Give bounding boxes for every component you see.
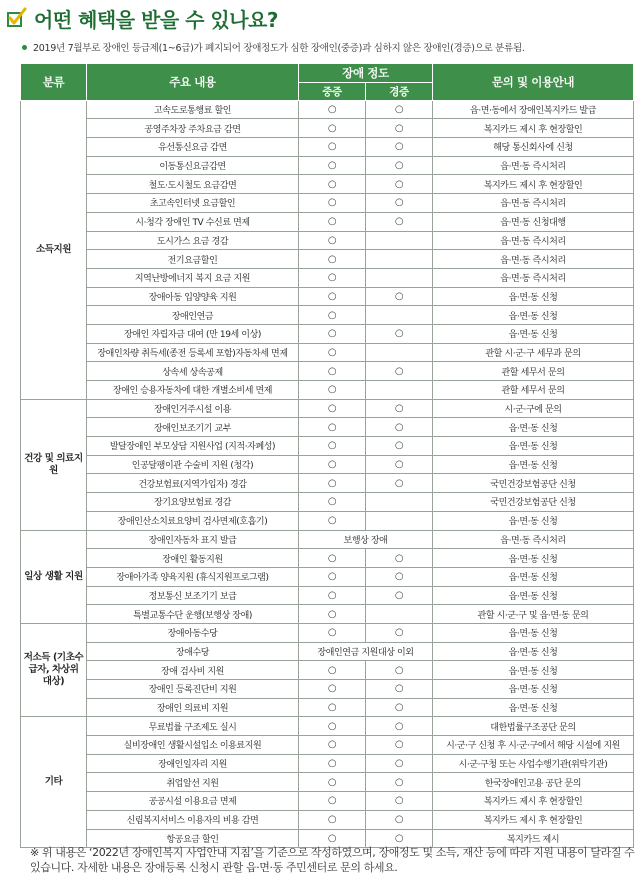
severe-cell: ○ bbox=[299, 567, 366, 586]
table-row bbox=[21, 175, 634, 194]
severe-cell: ○ bbox=[299, 324, 366, 343]
table-row bbox=[21, 138, 634, 157]
severe-cell: ○ bbox=[299, 792, 366, 811]
inquiry-cell: 읍·면·동 신청 bbox=[433, 680, 634, 699]
table-row bbox=[21, 250, 634, 269]
mild-cell: ○ bbox=[366, 418, 433, 437]
mild-cell: ○ bbox=[366, 474, 433, 493]
severe-cell: ○ bbox=[299, 754, 366, 773]
severe-cell: ○ bbox=[299, 511, 366, 530]
content-cell: 장애인 의료비 지원 bbox=[87, 698, 299, 717]
inquiry-cell: 시·군·구청 또는 사업수행기관(위탁기관) bbox=[433, 754, 634, 773]
content-cell: 장애인연금 bbox=[87, 306, 299, 325]
content-cell: 장애아동수당 bbox=[87, 623, 299, 642]
table-row bbox=[21, 324, 634, 343]
inquiry-cell: 읍·면·동 신청 bbox=[433, 642, 634, 661]
inquiry-cell: 읍·면·동 신청 bbox=[433, 623, 634, 642]
content-cell: 장애아가족 양육지원 (휴식지원프로그램) bbox=[87, 567, 299, 586]
content-cell: 장애인보조기기 교부 bbox=[87, 418, 299, 437]
content-cell: 장애인산소치료요양비 검사면제(호흡기) bbox=[87, 511, 299, 530]
mild-cell: ○ bbox=[366, 437, 433, 456]
header-category: 분류 bbox=[21, 64, 87, 101]
severe-cell: ○ bbox=[299, 829, 366, 848]
mild-cell: ○ bbox=[366, 623, 433, 642]
header-content: 주요 내용 bbox=[87, 64, 299, 101]
table-row bbox=[21, 231, 634, 250]
content-cell: 장애인 자립자금 대여 (만 19세 이상) bbox=[87, 324, 299, 343]
mild-cell: ○ bbox=[366, 717, 433, 736]
content-cell: 지역난방에너지 복지 요금 지원 bbox=[87, 268, 299, 287]
content-cell: 정보통신 보조기기 보급 bbox=[87, 586, 299, 605]
table-row bbox=[21, 437, 634, 456]
inquiry-cell: 복지카드 제시 후 현장할인 bbox=[433, 175, 634, 194]
content-cell: 특별교통수단 운행(보행상 장애) bbox=[87, 605, 299, 624]
inquiry-cell: 읍·면·동 신청 bbox=[433, 698, 634, 717]
mild-cell: ○ bbox=[366, 324, 433, 343]
mild-cell: ○ bbox=[366, 100, 433, 119]
severe-cell: ○ bbox=[299, 231, 366, 250]
table-row bbox=[21, 642, 634, 661]
page-title: 어떤 혜택을 받을 수 있나요? bbox=[34, 7, 278, 32]
mild-cell: ○ bbox=[366, 362, 433, 381]
content-cell: 전기요금할인 bbox=[87, 250, 299, 269]
severe-cell: ○ bbox=[299, 381, 366, 400]
severe-cell: ○ bbox=[299, 698, 366, 717]
mild-cell: ○ bbox=[366, 138, 433, 157]
content-cell: 장애인 활동지원 bbox=[87, 549, 299, 568]
severe-cell: ○ bbox=[299, 100, 366, 119]
mild-cell: ○ bbox=[366, 754, 433, 773]
category-cell: 일상 생활 지원 bbox=[21, 530, 87, 623]
inquiry-cell: 읍·면·동 신청 bbox=[433, 287, 634, 306]
inquiry-cell: 읍·면·동 신청 bbox=[433, 418, 634, 437]
table-row bbox=[21, 287, 634, 306]
table-row bbox=[21, 474, 634, 493]
subtitle bbox=[22, 40, 525, 54]
inquiry-cell: 읍·면·동 즉시처리 bbox=[433, 194, 634, 213]
inquiry-cell: 복지카드 제시 후 현장할인 bbox=[433, 792, 634, 811]
severe-cell: ○ bbox=[299, 212, 366, 231]
inquiry-cell: 읍·면·동 즉시처리 bbox=[433, 250, 634, 269]
mild-cell: ○ bbox=[366, 455, 433, 474]
inquiry-cell: 읍·면·동 즉시처리 bbox=[433, 268, 634, 287]
mild-cell: ○ bbox=[366, 119, 433, 138]
inquiry-cell: 대한법률구조공단 문의 bbox=[433, 717, 634, 736]
table-row bbox=[21, 399, 634, 418]
subtitle-text: 2019년 7월부로 장애인 등급제(1~6급)가 폐지되어 장애정도가 심한 장애인(중증)과 심하지 않은 장애인(경증)으로 분류됨. bbox=[33, 43, 525, 54]
mild-cell bbox=[366, 250, 433, 269]
table-row bbox=[21, 530, 634, 549]
severe-cell: ○ bbox=[299, 586, 366, 605]
severe-cell: ○ bbox=[299, 306, 366, 325]
content-cell: 건강보험료(지역가입자) 경감 bbox=[87, 474, 299, 493]
severe-cell: ○ bbox=[299, 474, 366, 493]
table-row bbox=[21, 268, 634, 287]
category-cell: 저소득 (기초수급자, 차상위 대상) bbox=[21, 623, 87, 716]
table-row bbox=[21, 119, 634, 138]
table-row bbox=[21, 736, 634, 755]
severe-cell: ○ bbox=[299, 736, 366, 755]
mild-cell: ○ bbox=[366, 736, 433, 755]
table-row bbox=[21, 306, 634, 325]
bullet-dot-icon bbox=[22, 45, 27, 50]
table-row bbox=[21, 212, 634, 231]
table-row bbox=[21, 362, 634, 381]
inquiry-cell: 읍·면·동 즉시처리 bbox=[433, 231, 634, 250]
severe-cell: ○ bbox=[299, 549, 366, 568]
table-row bbox=[21, 156, 634, 175]
mild-cell bbox=[366, 381, 433, 400]
benefits-table bbox=[20, 63, 634, 848]
severe-cell: ○ bbox=[299, 437, 366, 456]
severe-cell: ○ bbox=[299, 605, 366, 624]
severe-cell: ○ bbox=[299, 343, 366, 362]
inquiry-cell: 복지카드 제시 후 현장할인 bbox=[433, 119, 634, 138]
mild-cell bbox=[366, 605, 433, 624]
inquiry-cell: 관할 세무서 문의 bbox=[433, 381, 634, 400]
content-cell: 장애인 등록진단비 지원 bbox=[87, 680, 299, 699]
table-row bbox=[21, 773, 634, 792]
table-row bbox=[21, 549, 634, 568]
mild-cell: ○ bbox=[366, 175, 433, 194]
severe-cell: ○ bbox=[299, 175, 366, 194]
mild-cell bbox=[366, 231, 433, 250]
content-cell: 도시가스 요금 경감 bbox=[87, 231, 299, 250]
mild-cell: ○ bbox=[366, 287, 433, 306]
table-row bbox=[21, 698, 634, 717]
category-cell: 소득지원 bbox=[21, 100, 87, 399]
content-cell: 유선통신요금 감면 bbox=[87, 138, 299, 157]
content-cell: 장애인 승용자동차에 대한 개별소비세 면제 bbox=[87, 381, 299, 400]
table-row bbox=[21, 605, 634, 624]
mild-cell: ○ bbox=[366, 698, 433, 717]
content-cell: 무료법률 구조제도 실시 bbox=[87, 717, 299, 736]
inquiry-cell: 국민건강보험공단 신청 bbox=[433, 474, 634, 493]
content-cell: 시·청각 장애인 TV 수신료 면제 bbox=[87, 212, 299, 231]
severe-cell: ○ bbox=[299, 268, 366, 287]
inquiry-cell: 읍·면·동 신청 bbox=[433, 306, 634, 325]
category-cell: 기타 bbox=[21, 717, 87, 848]
inquiry-cell: 국민건강보험공단 신청 bbox=[433, 493, 634, 512]
table-row bbox=[21, 810, 634, 829]
title-block bbox=[6, 4, 278, 32]
content-cell: 공영주차장 주차요금 감면 bbox=[87, 119, 299, 138]
severe-cell: ○ bbox=[299, 661, 366, 680]
content-cell: 장애인거주시설 이용 bbox=[87, 399, 299, 418]
severe-cell: ○ bbox=[299, 493, 366, 512]
severe-cell: ○ bbox=[299, 138, 366, 157]
table-row bbox=[21, 343, 634, 362]
mild-cell: ○ bbox=[366, 680, 433, 699]
content-cell: 장기요양보험료 경감 bbox=[87, 493, 299, 512]
inquiry-cell: 읍·면·동 즉시처리 bbox=[433, 156, 634, 175]
table-body bbox=[21, 100, 634, 848]
inquiry-cell: 읍·면·동 신청 bbox=[433, 567, 634, 586]
mild-cell: ○ bbox=[366, 792, 433, 811]
mild-cell bbox=[366, 306, 433, 325]
inquiry-cell: 읍·면·동 신청 bbox=[433, 586, 634, 605]
content-cell: 초고속인터넷 요금할인 bbox=[87, 194, 299, 213]
severe-cell: ○ bbox=[299, 455, 366, 474]
content-cell: 인공달팽이관 수술비 지원 (청각) bbox=[87, 455, 299, 474]
table-row bbox=[21, 661, 634, 680]
inquiry-cell: 읍·면·동 신청대행 bbox=[433, 212, 634, 231]
mild-cell: ○ bbox=[366, 549, 433, 568]
severe-cell: ○ bbox=[299, 418, 366, 437]
severe-cell: ○ bbox=[299, 717, 366, 736]
inquiry-cell: 읍·면·동 신청 bbox=[433, 455, 634, 474]
mild-cell: ○ bbox=[366, 773, 433, 792]
mild-cell bbox=[366, 343, 433, 362]
mild-cell: ○ bbox=[366, 567, 433, 586]
mild-cell: ○ bbox=[366, 399, 433, 418]
severe-cell: ○ bbox=[299, 773, 366, 792]
table-row bbox=[21, 792, 634, 811]
content-cell: 장애 검사비 지원 bbox=[87, 661, 299, 680]
table-row bbox=[21, 717, 634, 736]
content-cell: 철도·도시철도 요금감면 bbox=[87, 175, 299, 194]
mild-cell: ○ bbox=[366, 661, 433, 680]
mild-cell bbox=[366, 493, 433, 512]
table-row bbox=[21, 194, 634, 213]
severe-cell: ○ bbox=[299, 399, 366, 418]
header-degree: 장애 정도 bbox=[299, 64, 433, 83]
inquiry-cell: 시·군·구 신청 후 시·군·구에서 해당 시설에 지원 bbox=[433, 736, 634, 755]
severe-cell: ○ bbox=[299, 156, 366, 175]
mild-cell: ○ bbox=[366, 586, 433, 605]
inquiry-cell: 읍·면·동 신청 bbox=[433, 511, 634, 530]
mild-cell: ○ bbox=[366, 829, 433, 848]
content-cell: 항공요금 할인 bbox=[87, 829, 299, 848]
severe-cell: ○ bbox=[299, 250, 366, 269]
inquiry-cell: 읍·면·동 신청 bbox=[433, 437, 634, 456]
checkbox-check-icon bbox=[6, 7, 28, 29]
degree-span-cell: 장애인연금 지원대상 이외 bbox=[299, 642, 433, 661]
inquiry-cell: 한국장애인고용 공단 문의 bbox=[433, 773, 634, 792]
inquiry-cell: 복지카드 제시 bbox=[433, 829, 634, 848]
table-row bbox=[21, 567, 634, 586]
content-cell: 발달장애인 부모상담 지원사업 (지적·자폐성) bbox=[87, 437, 299, 456]
table-row bbox=[21, 418, 634, 437]
content-cell: 장애수당 bbox=[87, 642, 299, 661]
severe-cell: ○ bbox=[299, 362, 366, 381]
content-cell: 신림복지서비스 이용자의 비용 감면 bbox=[87, 810, 299, 829]
table-row bbox=[21, 455, 634, 474]
content-cell: 이동통신요금감면 bbox=[87, 156, 299, 175]
table-row bbox=[21, 381, 634, 400]
content-cell: 상속세 상속공제 bbox=[87, 362, 299, 381]
inquiry-cell: 읍·면·동에서 장애인복지카드 발급 bbox=[433, 100, 634, 119]
severe-cell: ○ bbox=[299, 119, 366, 138]
severe-cell: ○ bbox=[299, 810, 366, 829]
category-cell: 건강 및 의료지원 bbox=[21, 399, 87, 530]
inquiry-cell: 관할 세무서 문의 bbox=[433, 362, 634, 381]
inquiry-cell: 읍·면·동 신청 bbox=[433, 661, 634, 680]
content-cell: 공공시설 이용요금 면제 bbox=[87, 792, 299, 811]
content-cell: 실비장애인 생활시설입소 이용료지원 bbox=[87, 736, 299, 755]
table-row bbox=[21, 586, 634, 605]
severe-cell: ○ bbox=[299, 623, 366, 642]
table-row bbox=[21, 623, 634, 642]
table-row bbox=[21, 100, 634, 119]
degree-span-cell: 보행상 장애 bbox=[299, 530, 433, 549]
mild-cell: ○ bbox=[366, 810, 433, 829]
inquiry-cell: 읍·면·동 즉시처리 bbox=[433, 530, 634, 549]
table-row bbox=[21, 680, 634, 699]
inquiry-cell: 시·군·구에 문의 bbox=[433, 399, 634, 418]
table-row bbox=[21, 511, 634, 530]
content-cell: 고속도로통행료 할인 bbox=[87, 100, 299, 119]
mild-cell bbox=[366, 511, 433, 530]
header-severe: 중증 bbox=[299, 83, 366, 101]
mild-cell: ○ bbox=[366, 212, 433, 231]
content-cell: 장애인일자리 지원 bbox=[87, 754, 299, 773]
severe-cell: ○ bbox=[299, 287, 366, 306]
mild-cell: ○ bbox=[366, 194, 433, 213]
inquiry-cell: 복지카드 제시 후 현장할인 bbox=[433, 810, 634, 829]
inquiry-cell: 관할 시·군·구 및 읍·면·동 문의 bbox=[433, 605, 634, 624]
severe-cell: ○ bbox=[299, 194, 366, 213]
severe-cell: ○ bbox=[299, 680, 366, 699]
table-row bbox=[21, 493, 634, 512]
table-row bbox=[21, 754, 634, 773]
content-cell: 취업알선 지원 bbox=[87, 773, 299, 792]
inquiry-cell: 해당 통신회사에 신청 bbox=[433, 138, 634, 157]
mild-cell: ○ bbox=[366, 156, 433, 175]
footnote: ※ 위 내용은 ‘2022년 장애인복지 사업안내 지침’을 기준으로 작성하였으며, 장애정도 및 소득, 재산 등에 따라 지원 내용이 달라질 수 있습니다. 자세한 내용은 장애등록 신청시 관할 읍·면·동 주민센터로 문의 하세요. bbox=[30, 846, 635, 874]
inquiry-cell: 읍·면·동 신청 bbox=[433, 324, 634, 343]
header-mild: 경증 bbox=[366, 83, 433, 101]
mild-cell bbox=[366, 268, 433, 287]
inquiry-cell: 관할 시·군·구 세무과 문의 bbox=[433, 343, 634, 362]
content-cell: 장애아동 입양양육 지원 bbox=[87, 287, 299, 306]
content-cell: 장애인차량 취득세(종전 등록세 포함)자동차세 면제 bbox=[87, 343, 299, 362]
inquiry-cell: 읍·면·동 신청 bbox=[433, 549, 634, 568]
content-cell: 장애인자동차 표지 발급 bbox=[87, 530, 299, 549]
header-inquiry: 문의 및 이용안내 bbox=[433, 64, 634, 101]
